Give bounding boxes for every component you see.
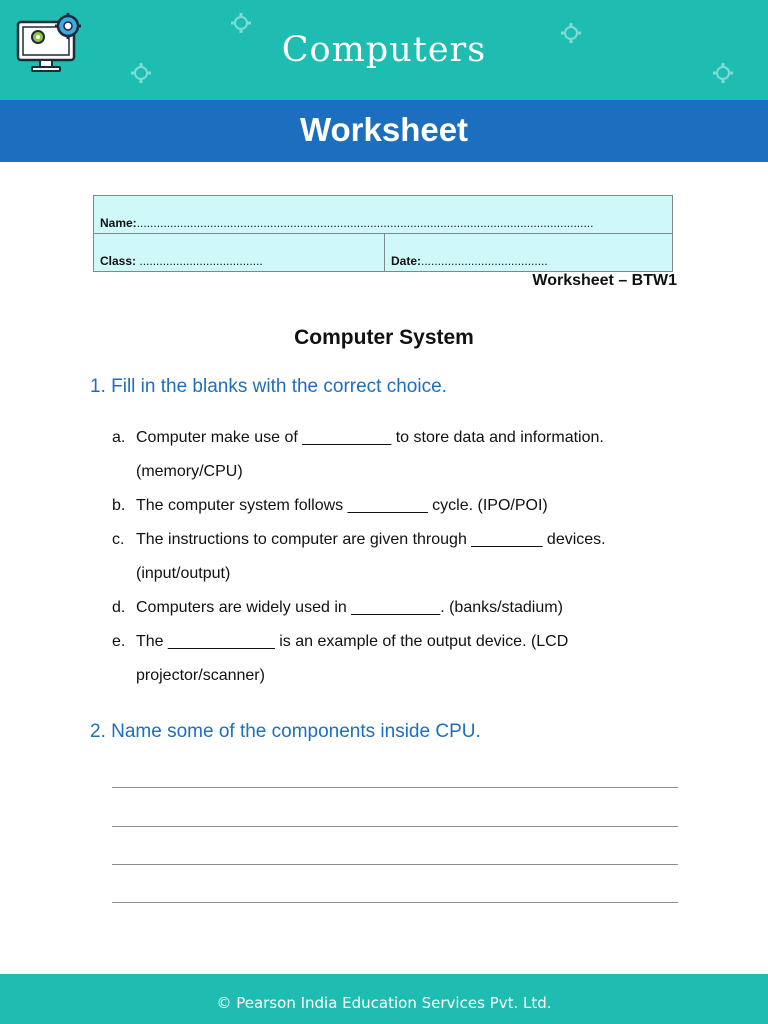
name-label: Name:: [100, 216, 137, 230]
section-title: Computer System: [294, 326, 474, 349]
item-letter: b.: [112, 497, 126, 514]
item-text: The ____________ is an example of the output device. (LCD projector/scanner): [136, 633, 569, 684]
gear-icon: [712, 62, 734, 84]
item-text: Computer make use of __________ to store data and information. (memory/CPU): [136, 429, 604, 480]
list-item: [112, 421, 672, 489]
date-dots: ......................................: [421, 254, 548, 268]
list-item: [112, 489, 672, 523]
question-2-title: 2. Name some of the components inside CPU.: [90, 721, 481, 742]
item-text: Computers are widely used in __________. (banks/stadium): [136, 599, 563, 616]
question-1-items: [112, 421, 672, 693]
date-label: Date:: [391, 254, 422, 268]
item-text: The computer system follows _________ cycle. (IPO/POI): [136, 497, 548, 514]
name-dots: .........................................................................................................................................: [136, 216, 594, 230]
item-letter: e.: [112, 633, 126, 650]
answer-line[interactable]: [112, 826, 678, 827]
list-item: [112, 591, 672, 625]
class-field[interactable]: [94, 234, 385, 272]
brand-title: Computers: [281, 30, 487, 70]
student-info-box: [93, 195, 673, 272]
item-letter: c.: [112, 531, 125, 548]
class-dots: .....................................: [136, 254, 263, 268]
question-1-title: 1. Fill in the blanks with the correct choice.: [90, 376, 447, 397]
gear-icon: [560, 22, 582, 44]
gear-icon: [230, 12, 252, 34]
answer-line[interactable]: [112, 902, 678, 903]
item-text: The instructions to computer are given through ________ devices. (input/output): [136, 531, 606, 582]
answer-line[interactable]: [112, 864, 678, 865]
answer-line[interactable]: [112, 787, 678, 788]
list-item: [112, 523, 672, 591]
item-letter: d.: [112, 599, 126, 616]
class-label: Class:: [100, 254, 137, 268]
gear-icon: [130, 62, 152, 84]
list-item: [112, 625, 672, 693]
copyright-text: © Pearson India Education Services Pvt. Ltd.: [216, 994, 552, 1012]
date-field[interactable]: [385, 234, 673, 272]
worksheet-title: Worksheet: [299, 111, 469, 148]
name-field[interactable]: [94, 196, 673, 234]
item-letter: a.: [112, 429, 126, 446]
worksheet-code: Worksheet – BTW1: [532, 272, 677, 289]
